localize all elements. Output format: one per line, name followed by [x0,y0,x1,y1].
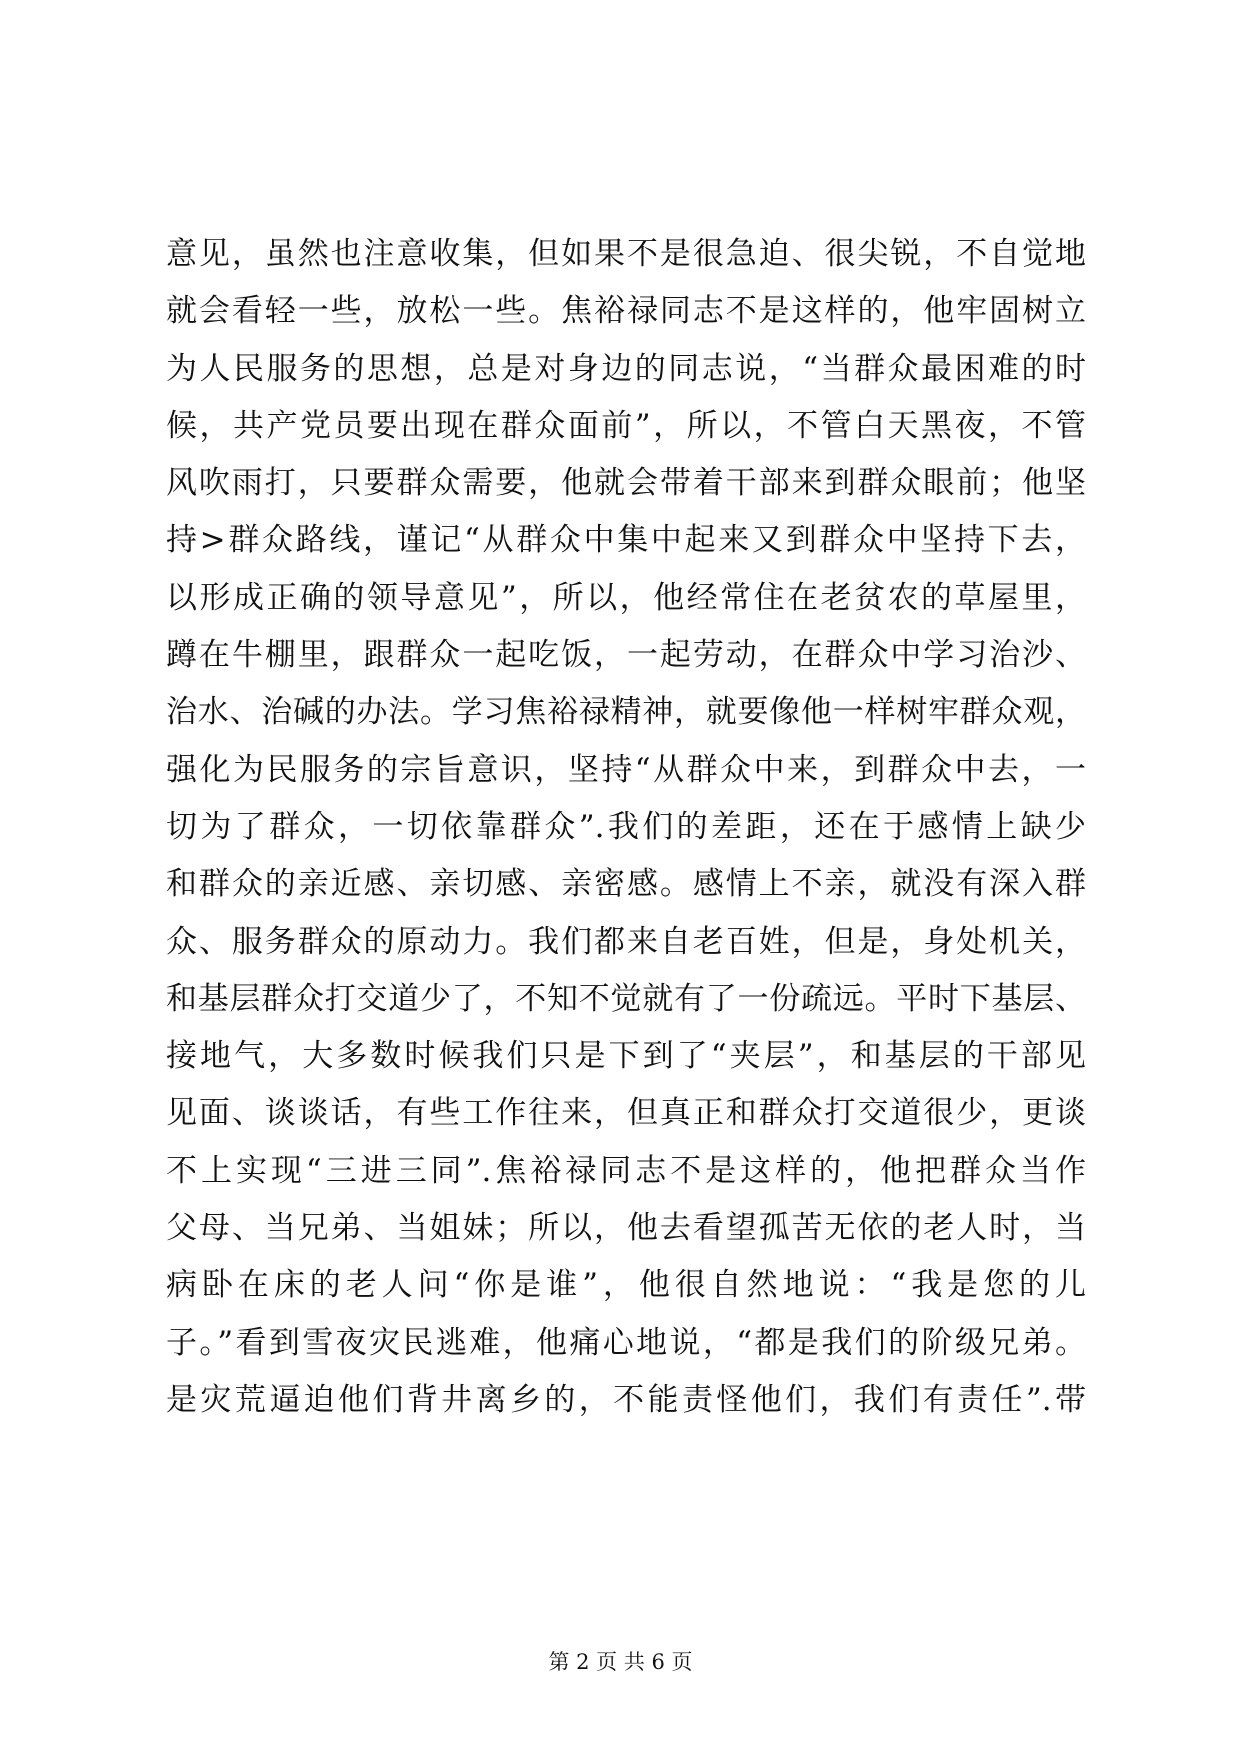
text-line: 是灾荒逼迫他们背井离乡的，不能责怪他们，我们有责任”.带 [166,1381,1086,1418]
text-line: 以形成正确的领导意见”，所以，他经常住在老贫农的草屋里， [166,579,1086,616]
text-line: 父母、当兄弟、当姐妹；所以，他去看望孤苦无依的老人时，当 [166,1210,1086,1247]
text-line: 候，共产党员要出现在群众面前”，所以，不管白天黑夜，不管 [166,407,1086,444]
page-number-footer: 第 2 页 共 6 页 [548,1650,693,1674]
text-line: 和群众的亲近感、亲切感、亲密感。感情上不亲，就没有深入群 [166,866,1086,903]
text-line: 和基层群众打交道少了，不知不觉就有了一份疏远。平时下基层、 [166,980,1086,1017]
text-line: 接地气，大多数时候我们只是下到了“夹层”，和基层的干部见 [166,1038,1086,1075]
body-text [166,226,1086,1429]
text-line: 众、服务群众的原动力。我们都来自老百姓，但是，身处机关， [166,923,1086,960]
text-line: 就会看轻一些，放松一些。焦裕禄同志不是这样的，他牢固树立 [166,293,1086,330]
text-line: 蹲在牛棚里，跟群众一起吃饭，一起劳动，在群众中学习治沙、 [166,637,1086,674]
text-line: 强化为民服务的宗旨意识，坚持“从群众中来，到群众中去，一 [166,751,1086,788]
text-line: 病卧在床的老人问“你是谁”，他很自然地说：“我是您的儿 [166,1267,1086,1304]
text-line: 意见，虽然也注意收集，但如果不是很急迫、很尖锐，不自觉地 [166,236,1086,272]
text-line: 子。”看到雪夜灾民逃难，他痛心地说，“都是我们的阶级兄弟。 [166,1324,1086,1361]
text-line: 治水、治碱的办法。学习焦裕禄精神，就要像他一样树牢群众观， [166,694,1086,731]
text-line: 持>群众路线，谨记“从群众中集中起来又到群众中坚持下去， [166,522,1086,559]
text-line: 见面、谈谈话，有些工作往来，但真正和群众打交道很少，更谈 [166,1095,1086,1132]
text-line: 风吹雨打，只要群众需要，他就会带着干部来到群众眼前；他坚 [166,465,1086,502]
text-line: 为人民服务的思想，总是对身边的同志说，“当群众最困难的时 [166,350,1086,387]
text-line: 不上实现“三进三同”.焦裕禄同志不是这样的，他把群众当作 [166,1152,1086,1189]
text-line: 切为了群众，一切依靠群众”.我们的差距，还在于感情上缺少 [166,808,1086,845]
